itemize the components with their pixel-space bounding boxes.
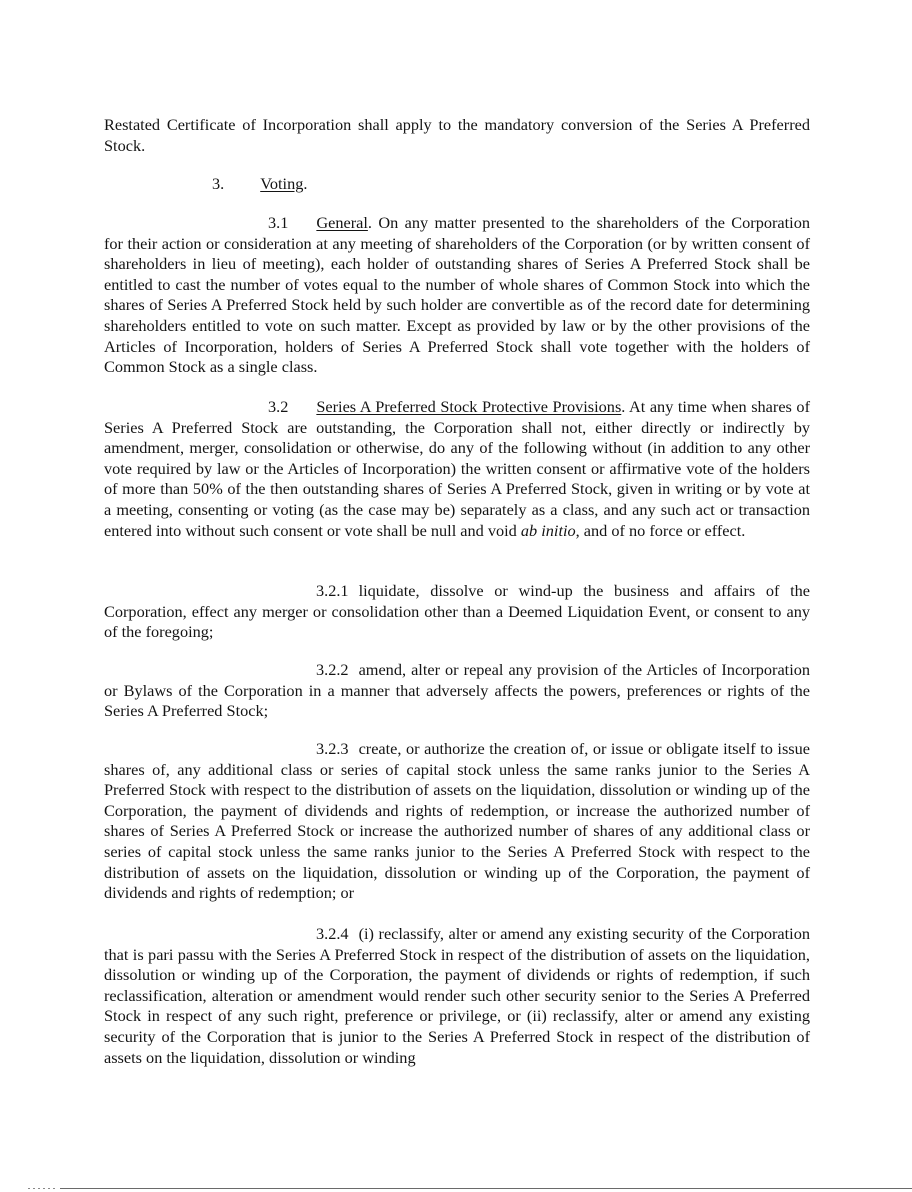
section-3-title: Voting [260,174,304,193]
section-3-2-4-text: (i) reclassify, alter or amend any existing security of the Corporation that is pari passu with the Series A Preferred Stock in respect of the distribution of assets on the liquidation, dissolution or winding up of the Corporation, the payment of dividends or rights of redemption, if such reclassification, alteration or amendment would render such other security senior to the Series A Preferred Stock in respect of any such right, preference or privilege, or (ii) reclassify, alter or amend any existing security of the Corporation that is junior to the Series A Preferred Stock in respect of the distribution of assets on the liquidation, dissolution or winding [104,924,810,1067]
section-3-2-1-number: 3.2.1 [316,581,349,600]
section-3-2-paragraph [104,397,810,541]
section-3-2-title: Series A Preferred Stock Protective Provisions [316,397,622,416]
section-3-2-4-number: 3.2.4 [316,924,349,943]
intro-paragraph [104,115,810,156]
section-3-1-paragraph [104,213,810,378]
section-3-2-1-paragraph [104,581,810,643]
section-3-heading [212,174,307,195]
section-3-2-text-end: , and of no force or effect. [575,520,746,540]
section-3-period: . [303,174,308,193]
section-3-2-italic: ab initio [520,520,576,540]
section-3-2-number: 3.2 [268,397,289,416]
section-3-number: 3. [212,174,225,193]
section-3-2-2-text: amend, alter or repeal any provision of the Articles of Incorporation or Bylaws of the Corporation in a manner that adversely affects the powers, preferences or rights of the Series A Preferred Stock; [104,660,810,721]
section-3-2-text: . At any time when shares of Series A Preferred Stock are outstanding, the Corporation shall not, either directly or indirectly by amendment, merger, consolidation or otherwise, do any of the following without (in addition to any other vote required by law or the Articles of Incorporation) the written consent or affirmative vote of the holders of more than 50% of the then outstanding shares of Series A Preferred Stock, given in writing or by vote at a meeting, consenting or voting (as the case may be) separately as a class, and any such act or transaction entered into without such consent or vote shall be null and void [104,397,810,540]
scan-edge-line [60,1188,912,1189]
section-3-1-text: . On any matter presented to the shareholders of the Corporation for their action or consideration at any meeting of shareholders of the Corporation (or by written consent of shareholders in lieu of meeting), each holder of outstanding shares of Series A Preferred Stock shall be entitled to cast the number of votes equal to the number of whole shares of Common Stock into which the shares of Series A Preferred Stock held by such holder are convertible as of the record date for determining shareholders entitled to vote on such matter. Except as provided by law or by the other provisions of the Articles of Incorporation, holders of Series A Preferred Stock shall vote together with the holders of Common Stock as a single class. [104,213,810,377]
scan-edge-dots [28,1188,58,1189]
section-3-1-number: 3.1 [268,213,289,232]
section-3-2-3-number: 3.2.3 [316,739,349,758]
section-3-2-3-text: create, or authorize the creation of, or issue or obligate itself to issue shares of, any additional class or series of capital stock unless the same ranks junior to the Series A Preferred Stock with respect to the distribution of assets on the liquidation, dissolution or winding up of the Corporation, the payment of dividends and rights of redemption, or increase the authorized number of shares of Series A Preferred Stock or increase the authorized number of shares of any additional class or series of capital stock unless the same ranks junior to the Series A Preferred Stock with respect to the distribution of assets on the liquidation, dissolution or winding up of the Corporation, the payment of dividends and rights of redemption; or [104,739,810,903]
section-3-2-1-text: liquidate, dissolve or wind-up the business and affairs of the Corporation, effect any merger or consolidation other than a Deemed Liquidation Event, or consent to any of the foregoing; [104,581,810,642]
section-3-2-2-paragraph [104,660,810,722]
section-3-1-title: General [316,213,368,232]
section-3-2-2-number: 3.2.2 [316,660,349,679]
intro-text: Restated Certificate of Incorporation shall apply to the mandatory conversion of the Series A Preferred Stock. [104,115,810,155]
section-3-2-3-paragraph [104,739,810,904]
section-3-2-4-paragraph [104,924,810,1068]
